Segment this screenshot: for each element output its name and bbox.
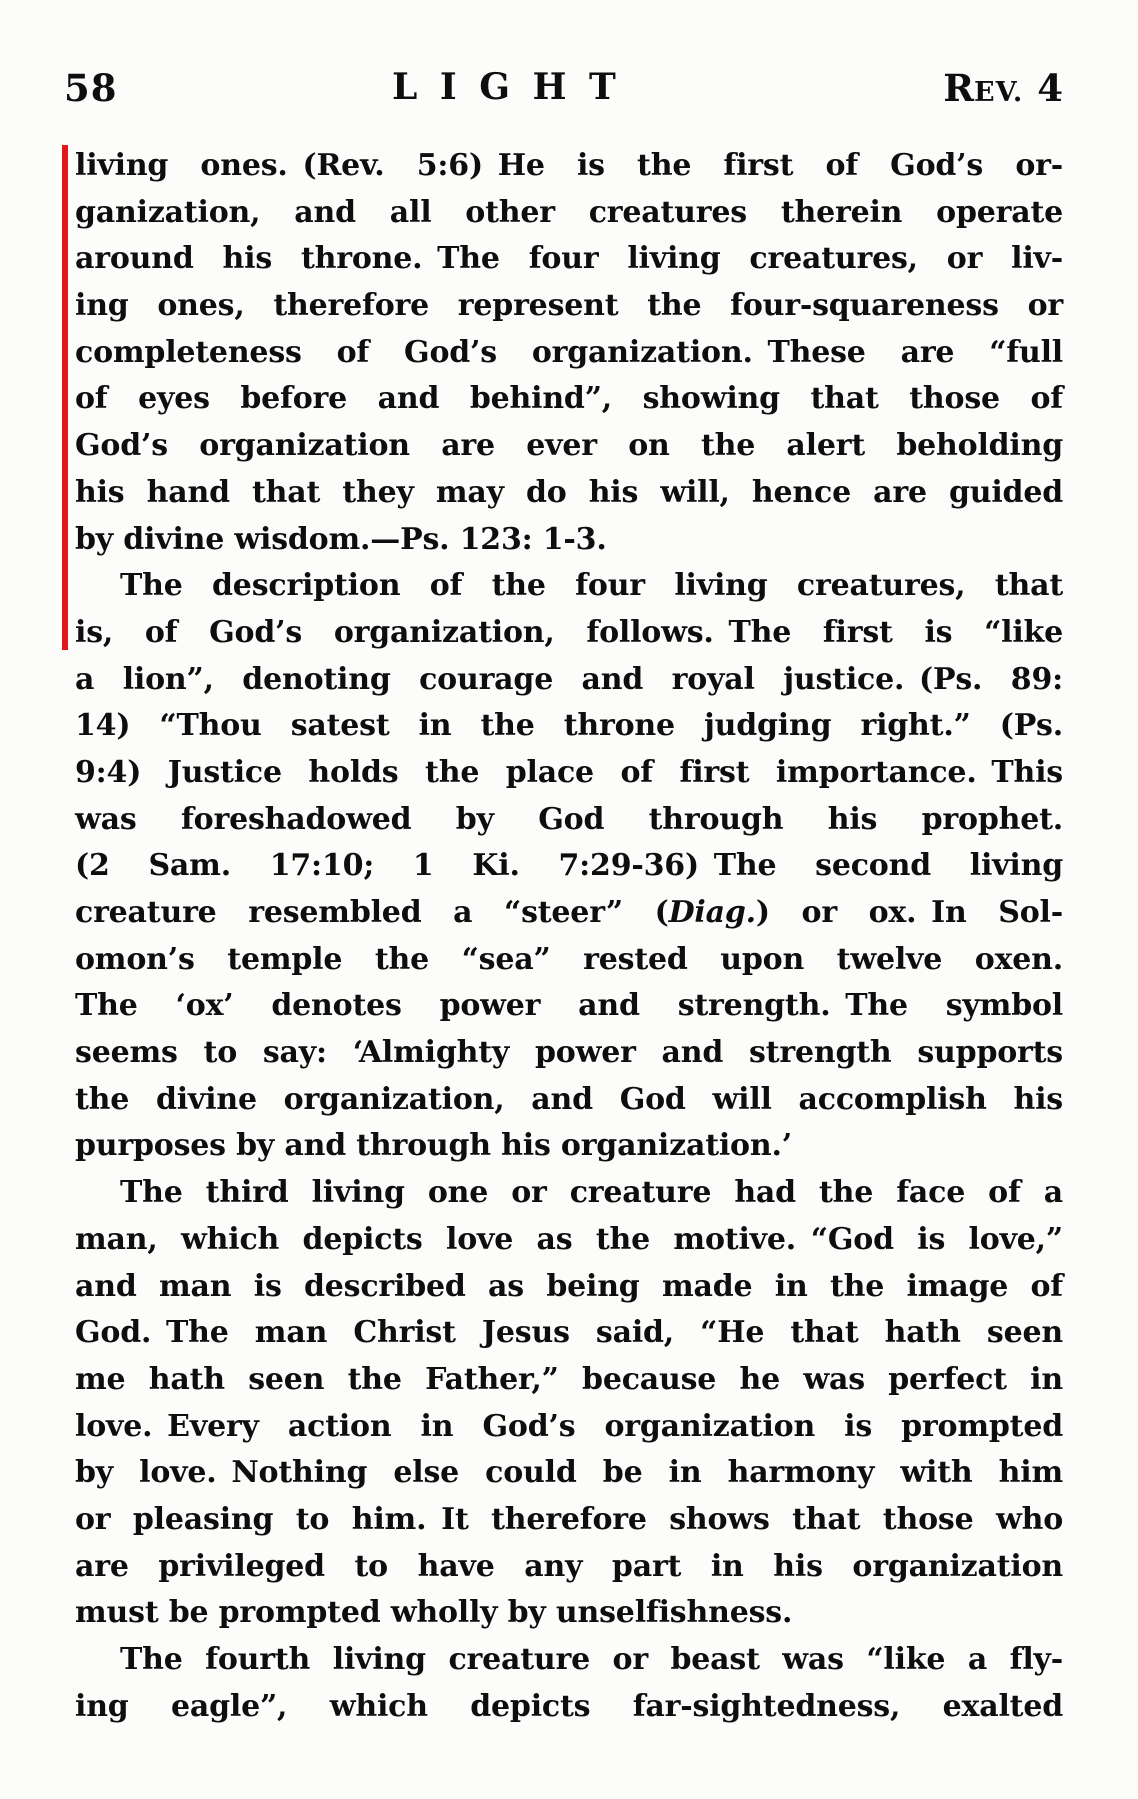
text-run: creature resembled a “steer” ( [75, 895, 669, 930]
body-text [75, 143, 1063, 1730]
text-line [75, 1310, 1063, 1357]
text-run: purposes by and through his organization.’ [75, 1128, 792, 1164]
text-line [75, 1357, 1063, 1404]
text-line [75, 983, 1063, 1030]
text-line [75, 330, 1063, 377]
text-run: the divine organization, and God will accomplish his [75, 1081, 1063, 1117]
text-run: are privileged to have any part in his organization [75, 1548, 1063, 1584]
text-run: or pleasing to him. It therefore shows that those who [75, 1501, 1063, 1537]
text-line [75, 1217, 1063, 1264]
text-line [75, 1123, 1063, 1170]
text-line [75, 283, 1063, 330]
scripture-smallcaps: EV. [974, 77, 1024, 108]
text-run: ) or ox. In Sol- [755, 895, 1063, 930]
text-run: God’s organization are ever on the alert beholding [75, 428, 1063, 464]
text-run: living ones. (Rev. 5:6) He is the first of God’s or- [75, 148, 1063, 183]
text-run: ing eagle”, which depicts far-sightedness, exalted [75, 1688, 1063, 1724]
text-line [75, 843, 1063, 890]
scripture-initial: R [943, 66, 975, 110]
text-line [75, 657, 1063, 704]
text-line [75, 1264, 1063, 1311]
text-run: The ‘ox’ denotes power and strength. The symbol [75, 988, 1063, 1024]
text-run: God. The man Christ Jesus said, “He that hath seen [75, 1315, 1063, 1351]
text-run: omon’s temple the “sea” rested upon twelve oxen. [75, 941, 1063, 977]
text-line [75, 517, 1063, 564]
text-run: The fourth living creature or beast was “like a fly- [120, 1642, 1063, 1677]
text-line [75, 1077, 1063, 1124]
text-line [75, 890, 1063, 937]
text-line [75, 1637, 1063, 1684]
text-run: seems to say: ‘Almighty power and strength supports [75, 1035, 1063, 1071]
text-run: 14) “Thou satest in the throne judging right.” (Ps. [75, 708, 1063, 744]
text-line [75, 190, 1063, 237]
text-run: by divine wisdom.—Ps. 123: 1-3. [75, 521, 607, 557]
text-line [75, 1590, 1063, 1637]
text-line [75, 470, 1063, 517]
text-line [75, 1450, 1063, 1497]
text-line [75, 1684, 1063, 1731]
text-line [75, 143, 1063, 190]
text-run: man, which depicts love as the motive. “God is love,” [75, 1221, 1063, 1257]
text-line [75, 563, 1063, 610]
text-line [75, 937, 1063, 984]
text-line [75, 236, 1063, 283]
text-run: of eyes before and behind”, showing that those of [75, 381, 1063, 417]
text-run: a lion”, denoting courage and royal justice. (Ps. 89: [75, 661, 1063, 697]
text-line [75, 1030, 1063, 1077]
text-run: was foreshadowed by God through his prophet. [75, 801, 1063, 837]
text-run: and man is described as being made in the image of [75, 1268, 1063, 1304]
text-run: ganization, and all other creatures therein operate [75, 194, 1063, 230]
text-line [75, 1497, 1063, 1544]
text-run: The description of the four living creatures, that [120, 568, 1063, 604]
text-line [75, 1404, 1063, 1451]
text-run: by love. Nothing else could be in harmony with him [75, 1455, 1063, 1491]
running-title: L I G H T [392, 66, 621, 108]
scripture-reference [943, 66, 1063, 110]
text-line [75, 376, 1063, 423]
text-run: (2 Sam. 17:10; 1 Ki. 7:29-36) The second living [75, 848, 1063, 884]
italic-citation: Diag. [668, 895, 756, 930]
folio-number: 58 [64, 66, 118, 110]
text-run: ing ones, therefore represent the four-squareness or [75, 288, 1063, 324]
text-line [75, 750, 1063, 797]
text-run: The third living one or creature had the face of a [120, 1175, 1063, 1211]
text-run: 9:4) Justice holds the place of first importance. This [75, 754, 1063, 790]
text-line [75, 797, 1063, 844]
text-run: around his throne. The four living creatures, or liv- [75, 241, 1063, 277]
text-line [75, 1544, 1063, 1591]
text-run: is, of God’s organization, follows. The first is “like [75, 614, 1063, 650]
scripture-chapter-number: 4 [1037, 66, 1063, 110]
text-run: me hath seen the Father,” because he was perfect in [75, 1361, 1063, 1397]
text-line [75, 1170, 1063, 1217]
text-run: must be prompted wholly by unselfishness. [75, 1595, 793, 1631]
text-line [75, 610, 1063, 657]
margin-marker-line [62, 145, 68, 650]
text-run: completeness of God’s organization. These are “full [75, 334, 1063, 370]
text-run: love. Every action in God’s organization is prompted [75, 1408, 1063, 1444]
text-line [75, 703, 1063, 750]
text-run: his hand that they may do his will, hence are guided [75, 474, 1063, 510]
text-line [75, 423, 1063, 470]
